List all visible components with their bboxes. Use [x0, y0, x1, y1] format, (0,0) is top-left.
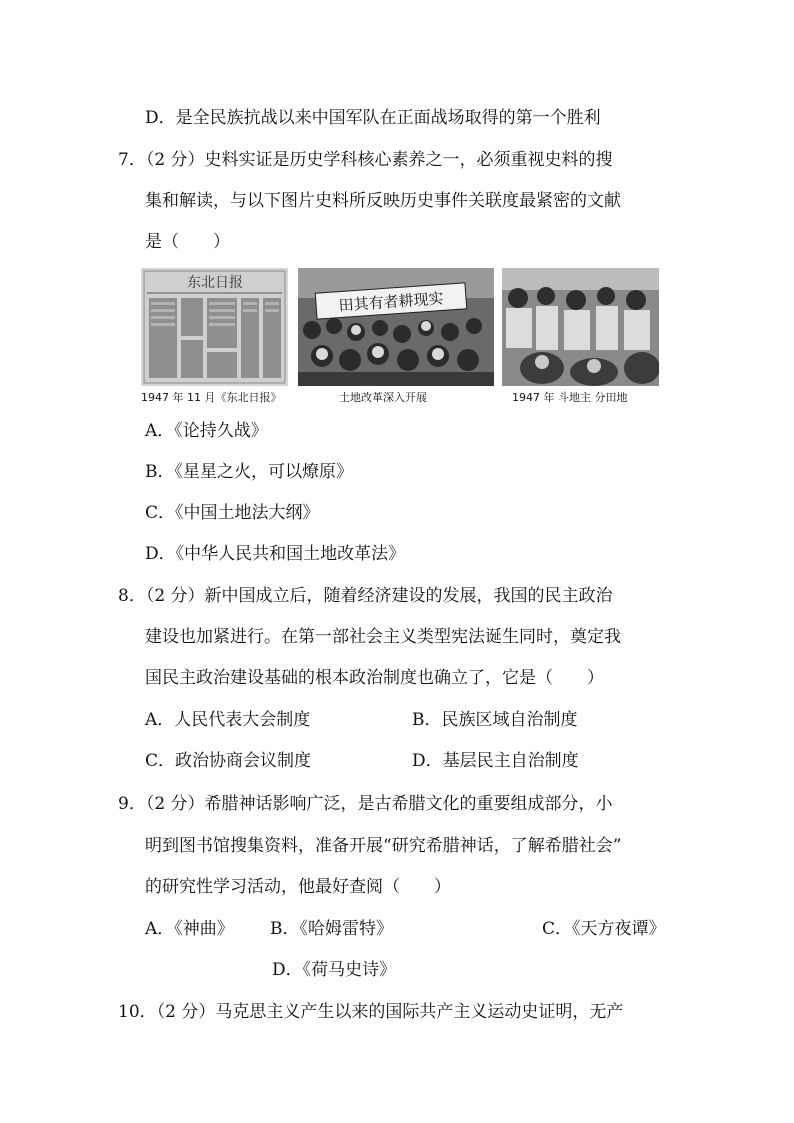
q8-stem-line1: 8．（2 分）新中国成立后，随着经济建设的发展，我国的民主政治: [118, 586, 613, 606]
crowd-banner-photo: [298, 268, 494, 386]
q9-stem-line1: 9．（2 分）希腊神话影响广泛，是古希腊文化的重要组成部分，小: [118, 794, 613, 814]
q8-option-b[interactable]: B．民族区域自治制度: [412, 710, 578, 730]
meeting-caption: 1947 年 斗地主 分田地: [512, 391, 628, 404]
q9-stem-line2: 明到图书馆搜集资料，准备开展“研究希腊神话，了解希腊社会”: [145, 836, 622, 856]
q8-option-a[interactable]: A．人民代表大会制度: [145, 710, 311, 730]
q8-stem-line2: 建设也加紧进行。在第一部社会主义类型宪法诞生同时，奠定我: [145, 627, 621, 647]
newspaper-caption: 1947 年 11 月《东北日报》: [141, 391, 282, 404]
q7-stem-line2: 集和解读，与以下图片史料所反映历史事件关联度最紧密的文献: [145, 191, 621, 211]
q8-stem-line3: 国民主政治建设基础的根本政治制度也确立了，它是（ ）: [145, 668, 604, 688]
q7-option-d[interactable]: D．《中华人民共和国土地改革法》: [145, 544, 406, 564]
newspaper-photo: [141, 268, 288, 386]
q9-option-a[interactable]: A．《神曲》: [145, 919, 234, 939]
q8-option-d[interactable]: D．基层民主自治制度: [412, 751, 579, 771]
q9-option-b[interactable]: B．《哈姆雷特》: [270, 919, 393, 939]
crowd-banner-text: 田其有者耕现实: [338, 289, 445, 315]
q7-stem-line3: 是（ ）: [145, 232, 230, 252]
q6-option-d: D．是全民族抗战以来中国军队在正面战场取得的第一个胜利: [145, 108, 601, 128]
q9-stem-line3: 的研究性学习活动，他最好查阅（ ）: [145, 877, 451, 897]
q10-stem-line1: 10．（2 分）马克思主义产生以来的国际共产主义运动史证明，无产: [118, 1002, 624, 1022]
crowd-banner-caption: 土地改革深入开展: [339, 391, 427, 404]
q9-option-c[interactable]: C．《天方夜谭》: [542, 919, 666, 939]
q8-option-c[interactable]: C．政治协商会议制度: [145, 751, 312, 771]
q7-option-c[interactable]: C．《中国土地法大纲》: [145, 503, 320, 523]
newspaper-masthead: 东北日报: [187, 275, 243, 291]
q7-stem-line1: 7．（2 分）史料实证是历史学科核心素养之一，必须重视史料的搜: [118, 150, 613, 170]
q7-option-a[interactable]: A．《论持久战》: [145, 421, 268, 441]
meeting-photo: [502, 268, 659, 386]
q9-option-d[interactable]: D．《荷马史诗》: [272, 960, 397, 980]
q7-option-b[interactable]: B．《星星之火，可以燎原》: [145, 462, 353, 482]
